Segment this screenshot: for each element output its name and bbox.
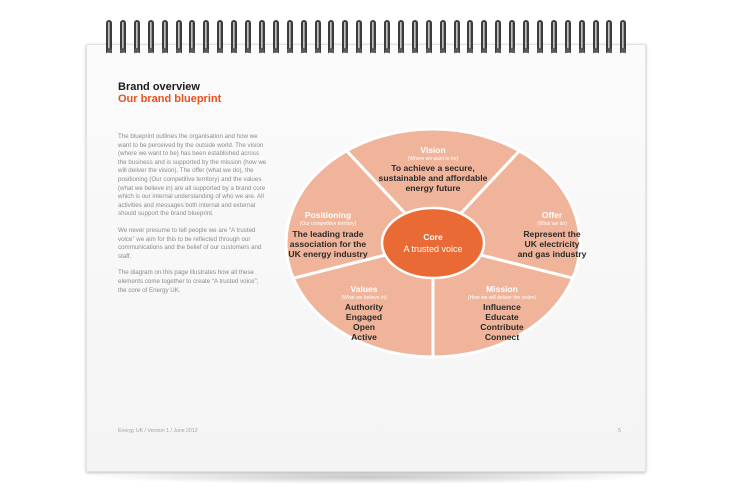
offer-subtitle: (What we do) [537, 221, 567, 227]
positioning-subtitle: (Our competitive territory) [299, 221, 357, 227]
footer-version: Energy UK / Version 1 / June 2012 [118, 428, 198, 434]
page-subtitle: Our brand blueprint [118, 93, 222, 105]
values-line: Open [353, 322, 375, 332]
intro-paragraph: The diagram on this page illustrates how all these elements come together to create “A trusted voice”; the core of Energy UK. [118, 269, 259, 294]
offer-line: and gas industry [517, 249, 587, 259]
mission-line: Connect [484, 332, 520, 342]
vision-subtitle: (Where we want to be) [407, 156, 459, 162]
intro-paragraph: The blueprint outlines the organisation and how we want to be perceived by the outside world. The vision (where we want to be) has been established across the business and is supported by the mission (how we will deliver the vision). The offer (what we do), the positioning (Our competitive territory) and the values (what we believe in) are all supported by a brand core which is our internal understanding of who we are. All activities and messages both internal and external should support the brand blueprint. [118, 133, 267, 218]
vision-line: sustainable and affordable [378, 173, 488, 183]
positioning-line: UK energy industry [288, 249, 368, 259]
values-title: Values [350, 284, 378, 294]
vision-title: Vision [420, 145, 446, 155]
values-line: Active [351, 332, 377, 342]
offer-title: Offer [541, 210, 563, 220]
values-line: Engaged [345, 312, 383, 322]
vision-line: energy future [405, 183, 461, 193]
core-text: A trusted voice [403, 244, 463, 254]
mission-line: Contribute [480, 322, 524, 332]
offer-line: UK electricity [524, 239, 580, 249]
positioning-title: Positioning [304, 210, 352, 220]
mission-line: Influence [483, 302, 521, 312]
core-title: Core [423, 232, 443, 242]
positioning-line: The leading trade [292, 229, 364, 239]
core-ellipse [382, 208, 484, 278]
values-subtitle: (What we believe in) [341, 295, 387, 301]
vision-line: To achieve a secure, [391, 163, 475, 173]
mission-subtitle: (How we will deliver the vision) [467, 295, 537, 301]
page-title: Brand overview [118, 81, 200, 93]
offer-line: Represent the [523, 229, 581, 239]
intro-paragraph: We never presume to tell people we are “A trusted voice” we aim for this to be reflected through our communications and the belief of our customers and staff. [118, 226, 262, 260]
mission-line: Educate [485, 312, 519, 322]
values-line: Authority [344, 302, 384, 312]
page-number: 5 [618, 428, 621, 434]
mission-title: Mission [486, 284, 518, 294]
positioning-line: association for the [289, 239, 367, 249]
